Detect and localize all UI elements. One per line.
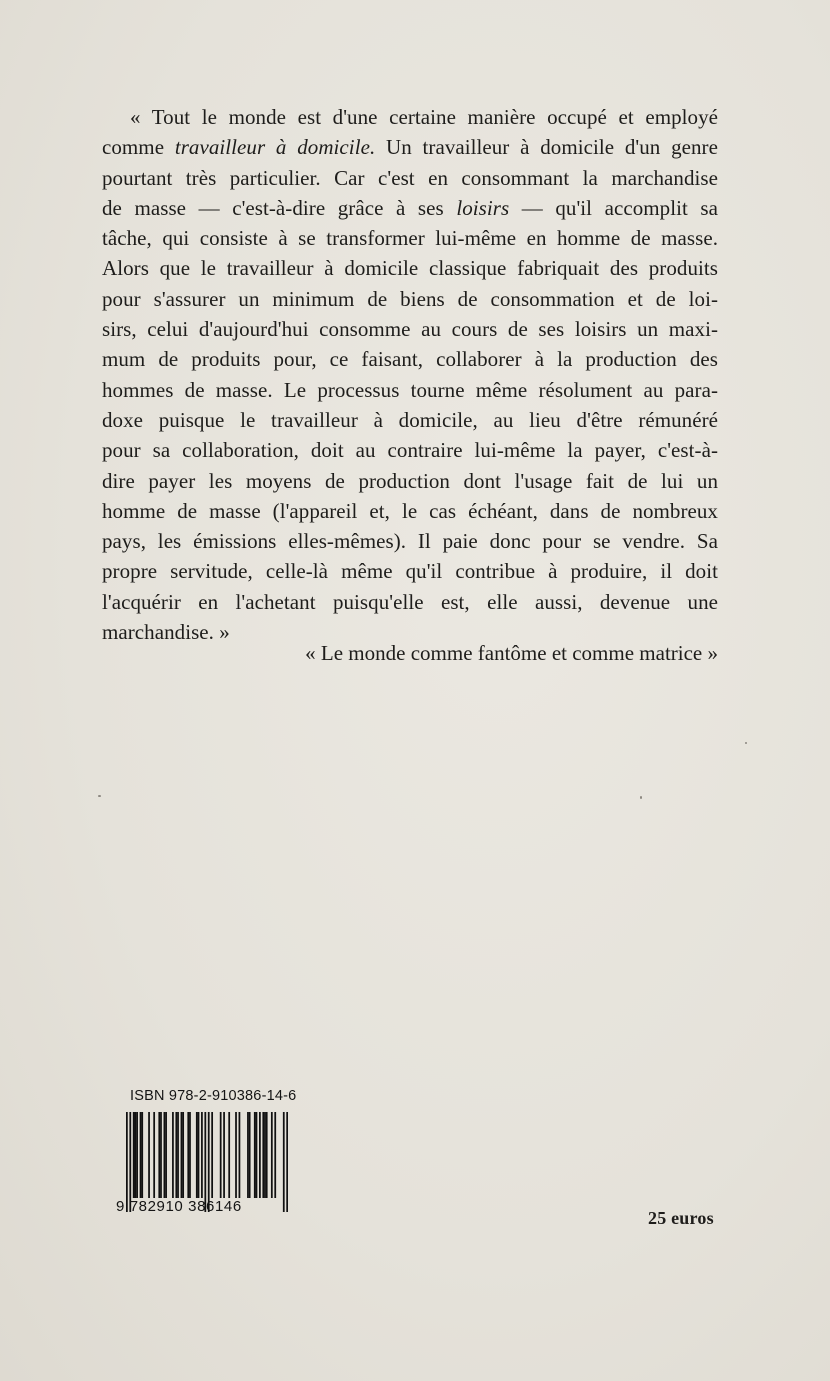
barcode-bar	[249, 1112, 251, 1198]
barcode-bar	[187, 1112, 189, 1198]
barcode-bar	[254, 1112, 256, 1198]
quote-emphasis: travailleur à domicile.	[174, 135, 376, 160]
barcode-bar	[126, 1112, 128, 1212]
paper-speck	[745, 742, 747, 744]
quote-line: sirs, celui d'aujourd'hui consomme au cours de ses loisirs un maxi-	[102, 317, 718, 342]
barcode-bar	[274, 1112, 276, 1198]
quote-line: marchandise. »	[102, 620, 230, 645]
quote-attribution: « Le monde comme fantôme et comme matrice »	[305, 641, 718, 665]
barcode-digits: 9 782910 386146	[116, 1198, 242, 1215]
barcode-bar	[172, 1112, 174, 1198]
quote-line: pour s'assurer un minimum de biens de consommation et de loi-	[102, 286, 718, 311]
price-label: 25 euros	[648, 1208, 714, 1228]
quote-line: propre servitude, celle-là même qu'il contribue à produire, il doit	[102, 559, 718, 584]
barcode-bar	[247, 1112, 249, 1198]
quote-line: hommes de masse. Le processus tourne même résolument au para-	[102, 377, 718, 402]
barcode-bar	[239, 1112, 241, 1198]
barcode-bar	[256, 1112, 258, 1198]
barcode-bar	[196, 1112, 198, 1198]
barcode-bar	[135, 1112, 137, 1198]
barcode-bar	[158, 1112, 160, 1198]
barcode-bar	[198, 1112, 200, 1198]
barcode-bar	[129, 1112, 131, 1212]
barcode-bar	[204, 1112, 206, 1212]
barcode-bar	[140, 1112, 142, 1198]
quote-line: pays, les émissions elles-mêmes). Il paie donc pour se vendre. Sa	[102, 529, 718, 554]
barcode-bar	[286, 1112, 288, 1212]
barcode-bar	[262, 1112, 264, 1198]
barcode-bar	[153, 1112, 155, 1198]
quote-line: pour sa collaboration, doit au contraire lui-même la payer, c'est-à-	[102, 438, 718, 463]
barcode-bar	[160, 1112, 162, 1198]
quote-line: tâche, qui consiste à se transformer lui-même en homme de masse.	[102, 226, 718, 251]
quote-line: comme travailleur à domicile. Un travailleur à domicile d'un genre	[102, 135, 718, 160]
barcode-bar	[175, 1112, 177, 1198]
barcode-bar	[181, 1112, 183, 1198]
barcode-bar	[177, 1112, 179, 1198]
barcode-bar	[148, 1112, 150, 1198]
barcode-bar	[266, 1112, 268, 1198]
quote-line: pourtant très particulier. Car c'est en consommant la marchandise	[102, 165, 718, 190]
quote-line: dire payer les moyens de production dont l'usage fait de lui un	[102, 468, 718, 493]
barcode-bar	[208, 1112, 210, 1212]
barcode-bar	[164, 1112, 166, 1198]
barcode-bar	[201, 1112, 203, 1198]
barcode-bar	[165, 1112, 167, 1198]
paper-speck	[640, 796, 642, 799]
barcode-bar	[133, 1112, 135, 1198]
barcode-bar	[220, 1112, 222, 1198]
barcode-bar	[235, 1112, 237, 1198]
paper-speck	[98, 795, 101, 797]
barcode-bar	[271, 1112, 273, 1198]
barcode-bar	[141, 1112, 143, 1198]
barcode-bar	[189, 1112, 191, 1198]
isbn-label: ISBN 978-2-910386-14-6	[130, 1088, 297, 1104]
quote-line: Alors que le travailleur à domicile classique fabriquait des produits	[102, 256, 718, 281]
barcode-bar	[264, 1112, 266, 1198]
quote-line: mum de produits pour, ce faisant, collaborer à la production des	[102, 347, 718, 372]
isbn-barcode	[126, 1112, 288, 1212]
barcode-bar	[283, 1112, 285, 1212]
quote-line: doxe puisque le travailleur à domicile, au lieu d'être rémunéré	[102, 407, 718, 432]
quote-line: « Tout le monde est d'une certaine manière occupé et employé	[130, 105, 718, 129]
back-cover-quote	[102, 102, 718, 647]
quote-line: de masse — c'est-à-dire grâce à ses loisirs — qu'il accomplit sa	[102, 195, 719, 220]
barcode-bar	[136, 1112, 138, 1198]
barcode-bar	[211, 1112, 213, 1198]
barcode-bar	[259, 1112, 261, 1198]
quote-line: homme de masse (l'appareil et, le cas échéant, dans de nombreux	[102, 498, 718, 523]
barcode-bar	[228, 1112, 230, 1198]
quote-emphasis: loisirs	[456, 195, 510, 220]
barcode-bar	[223, 1112, 225, 1198]
quote-line: l'acquérir en l'achetant puisqu'elle est, elle aussi, devenue une	[102, 589, 718, 614]
barcode-bar	[182, 1112, 184, 1198]
